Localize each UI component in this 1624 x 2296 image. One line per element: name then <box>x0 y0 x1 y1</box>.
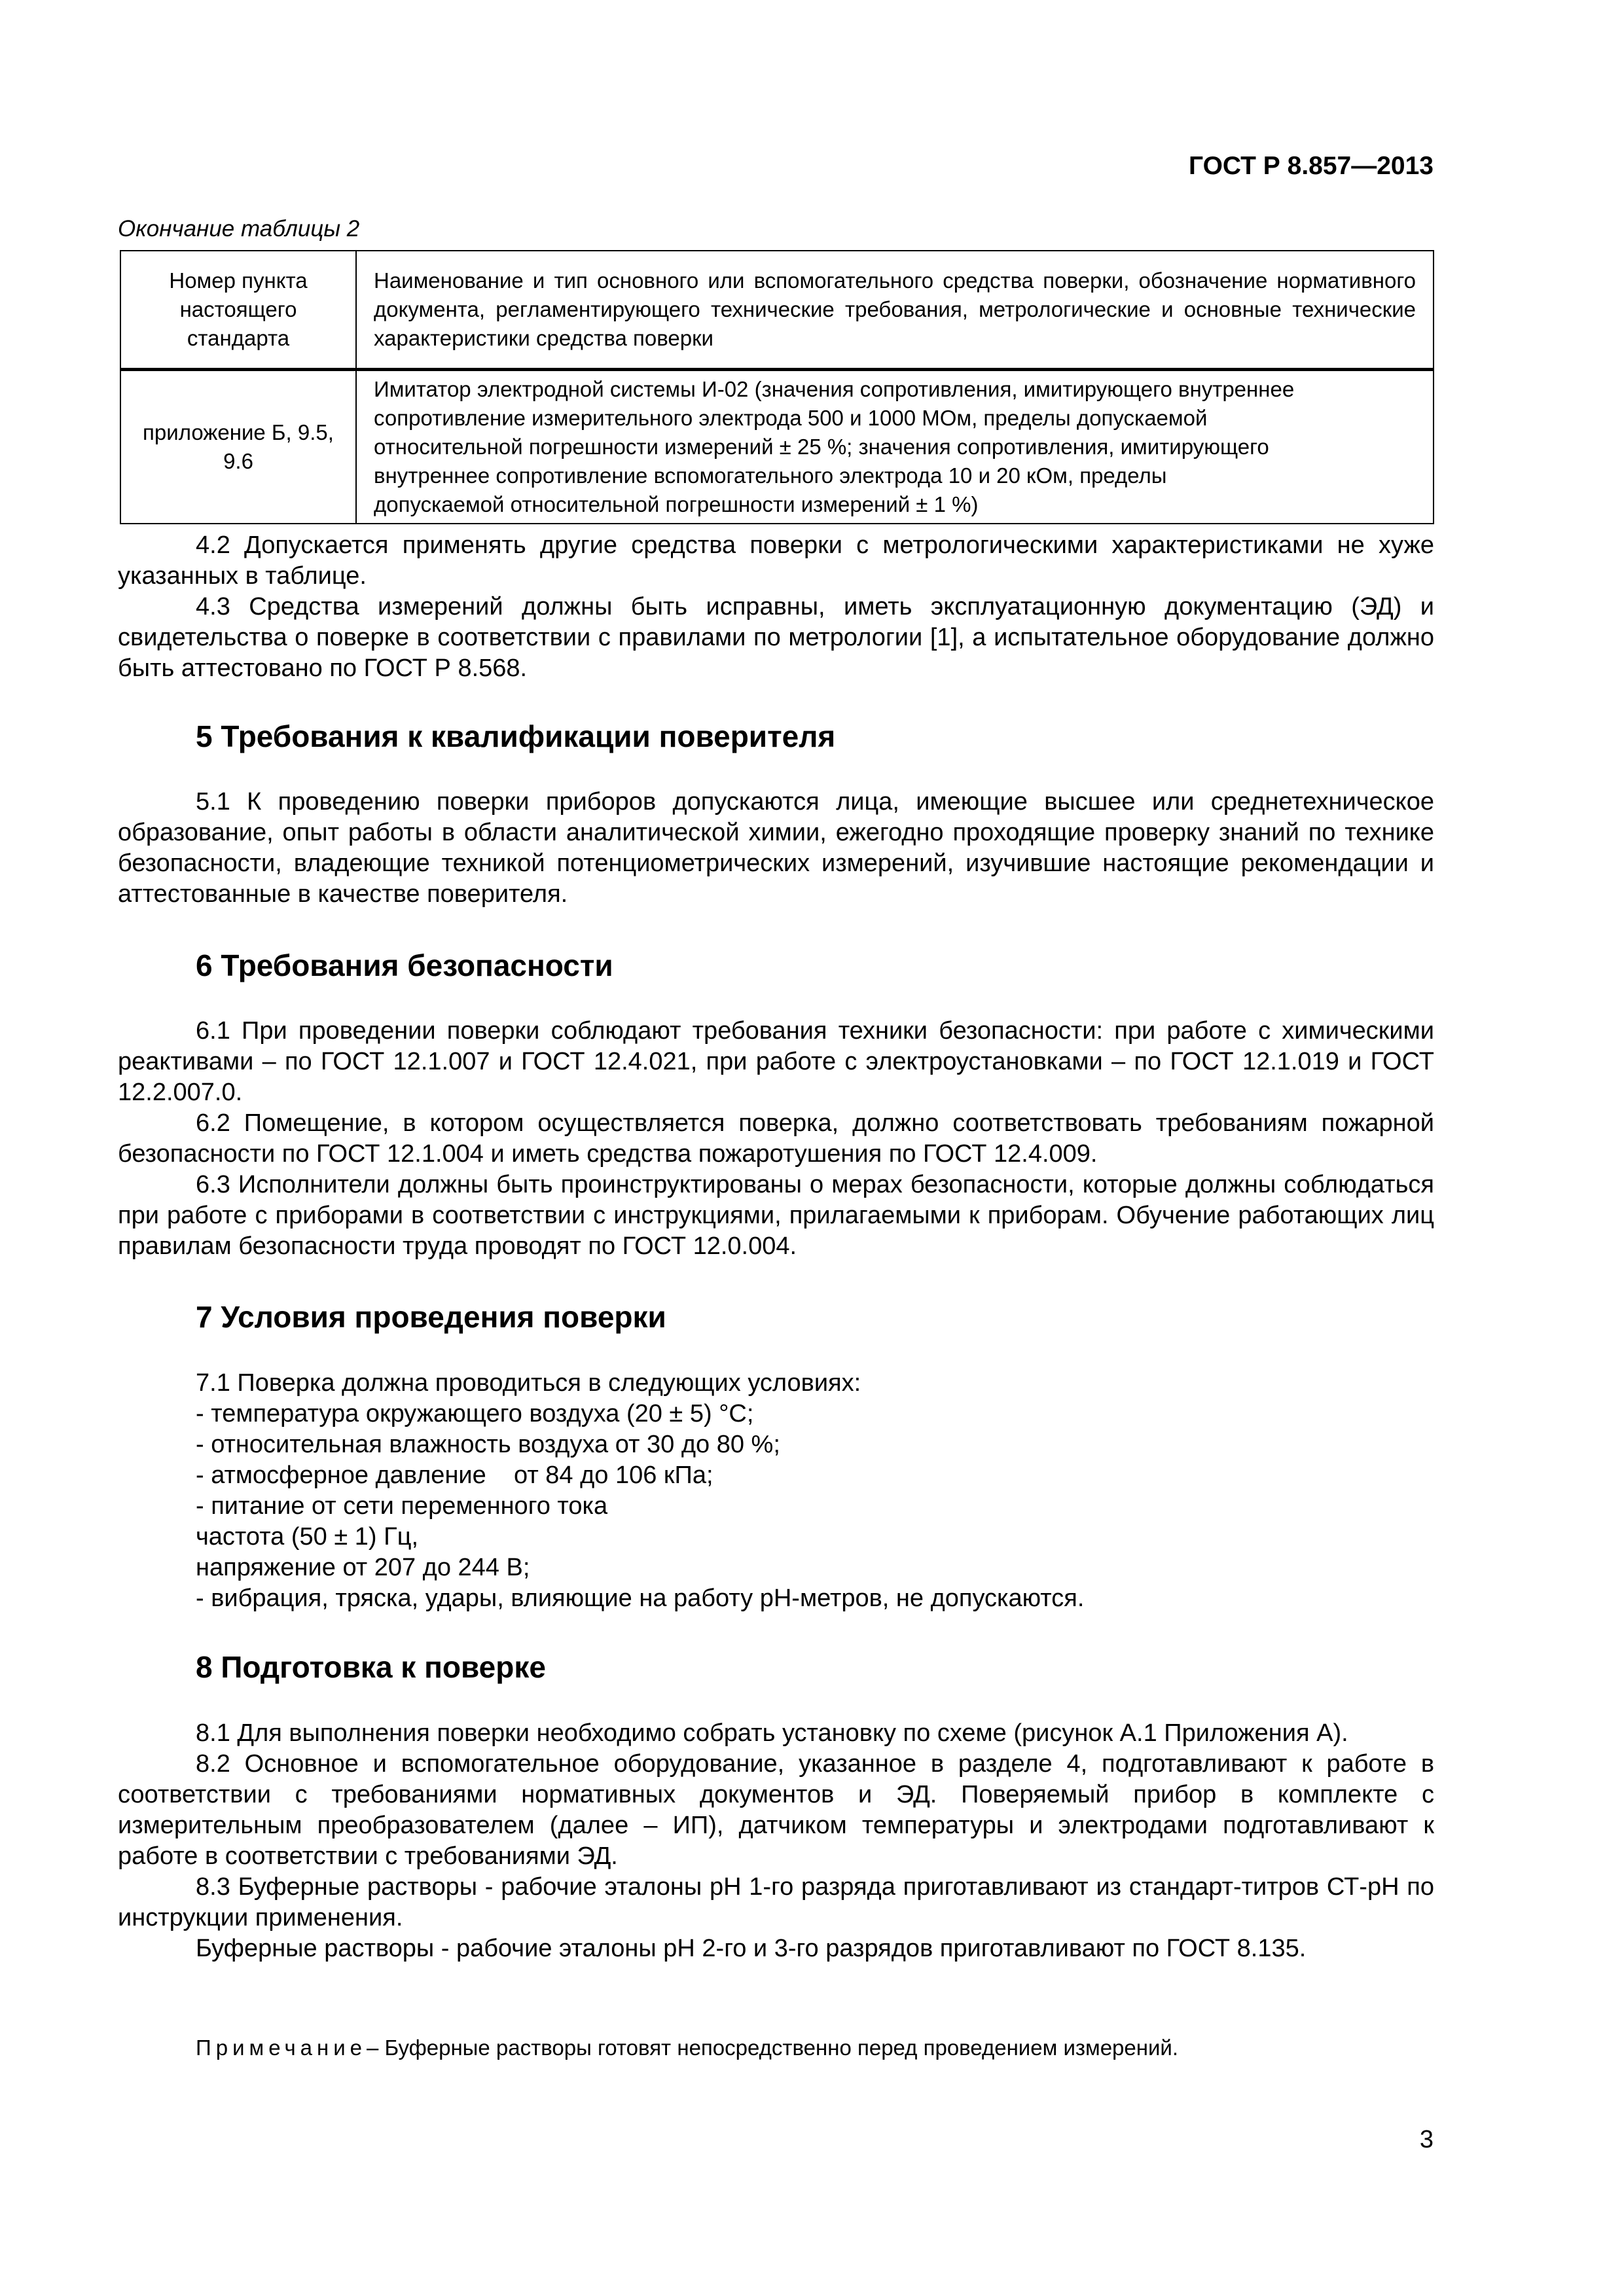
table-cell-clause: приложение Б, 9.5, 9.6 <box>120 370 356 524</box>
table-cell-line: внутреннее сопротивление вспомогательного электрода 10 и 20 кОм, пределы <box>374 463 1167 488</box>
condition-frequency: частота (50 ± 1) Гц, <box>196 1523 419 1551</box>
section-8-text <box>118 1718 1434 1964</box>
table-cell-line: Имитатор электродной системы И-02 (значения сопротивления, имитирующего внутреннее <box>374 377 1295 401</box>
note-text: – Буферные растворы готовят непосредственно перед проведением измерений. <box>367 2036 1179 2060</box>
table-header-description: Наименование и тип основного или вспомогательного средства поверки, обозначение нормативного документа, регламентирующего технические требования, метрологические и основные технические характеристики средства поверки <box>356 251 1434 370</box>
page-number: 3 <box>1419 2126 1434 2153</box>
table-header-clause: Номер пункта настоящего стандарта <box>120 251 356 370</box>
condition-item: - атмосферное давление от 84 до 106 кПа; <box>196 1462 713 1489</box>
condition-voltage: напряжение от 207 до 244 В; <box>196 1554 530 1581</box>
paragraph-4-2: 4.2 Допускается применять другие средства поверки с метрологическими характеристиками не хуже указанных в таблице. <box>118 531 1434 590</box>
paragraph-7-1: 7.1 Поверка должна проводиться в следующих условиях: <box>196 1369 861 1397</box>
condition-vibration: - вибрация, тряска, удары, влияющие на работу рН-метров, не допускаются. <box>196 1585 1085 1612</box>
condition-item: - питание от сети переменного тока <box>196 1492 608 1520</box>
section-6-heading: 6 Требования безопасности <box>196 948 613 982</box>
section-5-heading: 5 Требования к квалификации поверителя <box>196 719 836 753</box>
table-cell-line: допускаемой относительной погрешности измерений ± 1 %) <box>374 492 979 516</box>
note <box>196 2036 1178 2060</box>
section-7-text <box>118 1368 1434 1614</box>
paragraph-4-3: 4.3 Средства измерений должны быть исправны, иметь эксплуатационную документацию (ЭД) и свидетельства о поверке в соответствии с правилами по метрологии [1], а испытательное оборудование должно быть аттестовано по ГОСТ Р 8.568. <box>118 593 1434 682</box>
paragraph-6-3: 6.3 Исполнители должны быть проинструктированы о мерах безопасности, которые должны соблюдаться при работе с приборами в соответствии с инструкциями, прилагаемыми к приборам. Обучение работающих лиц правилам безопасности труда проводят по ГОСТ 12.0.004. <box>118 1171 1434 1260</box>
table-header-row <box>120 251 1434 370</box>
table-cell-line: относительной погрешности измерений ± 25 %; значения сопротивления, имитирующего <box>374 435 1269 459</box>
table-row <box>120 370 1434 524</box>
paragraph-8-2: 8.2 Основное и вспомогательное оборудование, указанное в разделе 4, подготавливают к работе в соответствии с требованиями нормативных документов и ЭД. Поверяемый прибор в комплекте с измерительным преобразователем (далее – ИП), датчиком температуры и электродами подготавливают к работе в соответствии с требованиями ЭД. <box>118 1750 1434 1870</box>
paragraph-8-1: 8.1 Для выполнения поверки необходимо собрать установку по схеме (рисунок А.1 Приложения А). <box>196 1719 1348 1747</box>
section-5-text <box>118 787 1434 910</box>
note-label: Примечание <box>196 2036 367 2060</box>
verification-means-table <box>120 250 1434 524</box>
paragraph-6-1: 6.1 При проведении поверки соблюдают требования техники безопасности: при работе с химическими реактивами – по ГОСТ 12.1.007 и ГОСТ 12.4.021, при работе с электроустановками – по ГОСТ 12.1.019 и ГОСТ 12.2.007.0. <box>118 1017 1434 1106</box>
table-cell-description <box>356 370 1434 524</box>
condition-item: - относительная влажность воздуха от 30 до 80 %; <box>196 1431 780 1458</box>
condition-item: - температура окружающего воздуха (20 ± 5) °С; <box>196 1400 754 1427</box>
section-4-text <box>118 530 1434 684</box>
paragraph-8-3-continued: Буферные растворы - рабочие эталоны рН 2-го и 3-го разрядов приготавливают по ГОСТ 8.135. <box>196 1935 1307 1962</box>
paragraph-6-2: 6.2 Помещение, в котором осуществляется поверка, должно соответствовать требованиям пожарной безопасности по ГОСТ 12.1.004 и иметь средства пожаротушения по ГОСТ 12.4.009. <box>118 1109 1434 1168</box>
section-7-heading: 7 Условия проведения поверки <box>196 1300 666 1334</box>
paragraph-5-1: 5.1 К проведению поверки приборов допускаются лица, имеющие высшее или среднетехническое образование, опыт работы в области аналитической химии, ежегодно проходящие проверку знаний по технике безопасности, владеющие техникой потенциометрических измерений, изучившие настоящие рекомендации и аттестованные в качестве поверителя. <box>118 788 1434 908</box>
section-6-text <box>118 1016 1434 1262</box>
document-code: ГОСТ Р 8.857—2013 <box>1189 152 1434 180</box>
paragraph-8-3: 8.3 Буферные растворы - рабочие эталоны рН 1-го разряда приготавливают из стандарт-титров СТ-рН по инструкции применения. <box>118 1873 1434 1931</box>
table-cell-line: сопротивление измерительного электрода 500 и 1000 МОм, пределы допускаемой <box>374 406 1208 430</box>
table-caption: Окончание таблицы 2 <box>118 216 360 242</box>
section-8-heading: 8 Подготовка к поверке <box>196 1650 546 1684</box>
